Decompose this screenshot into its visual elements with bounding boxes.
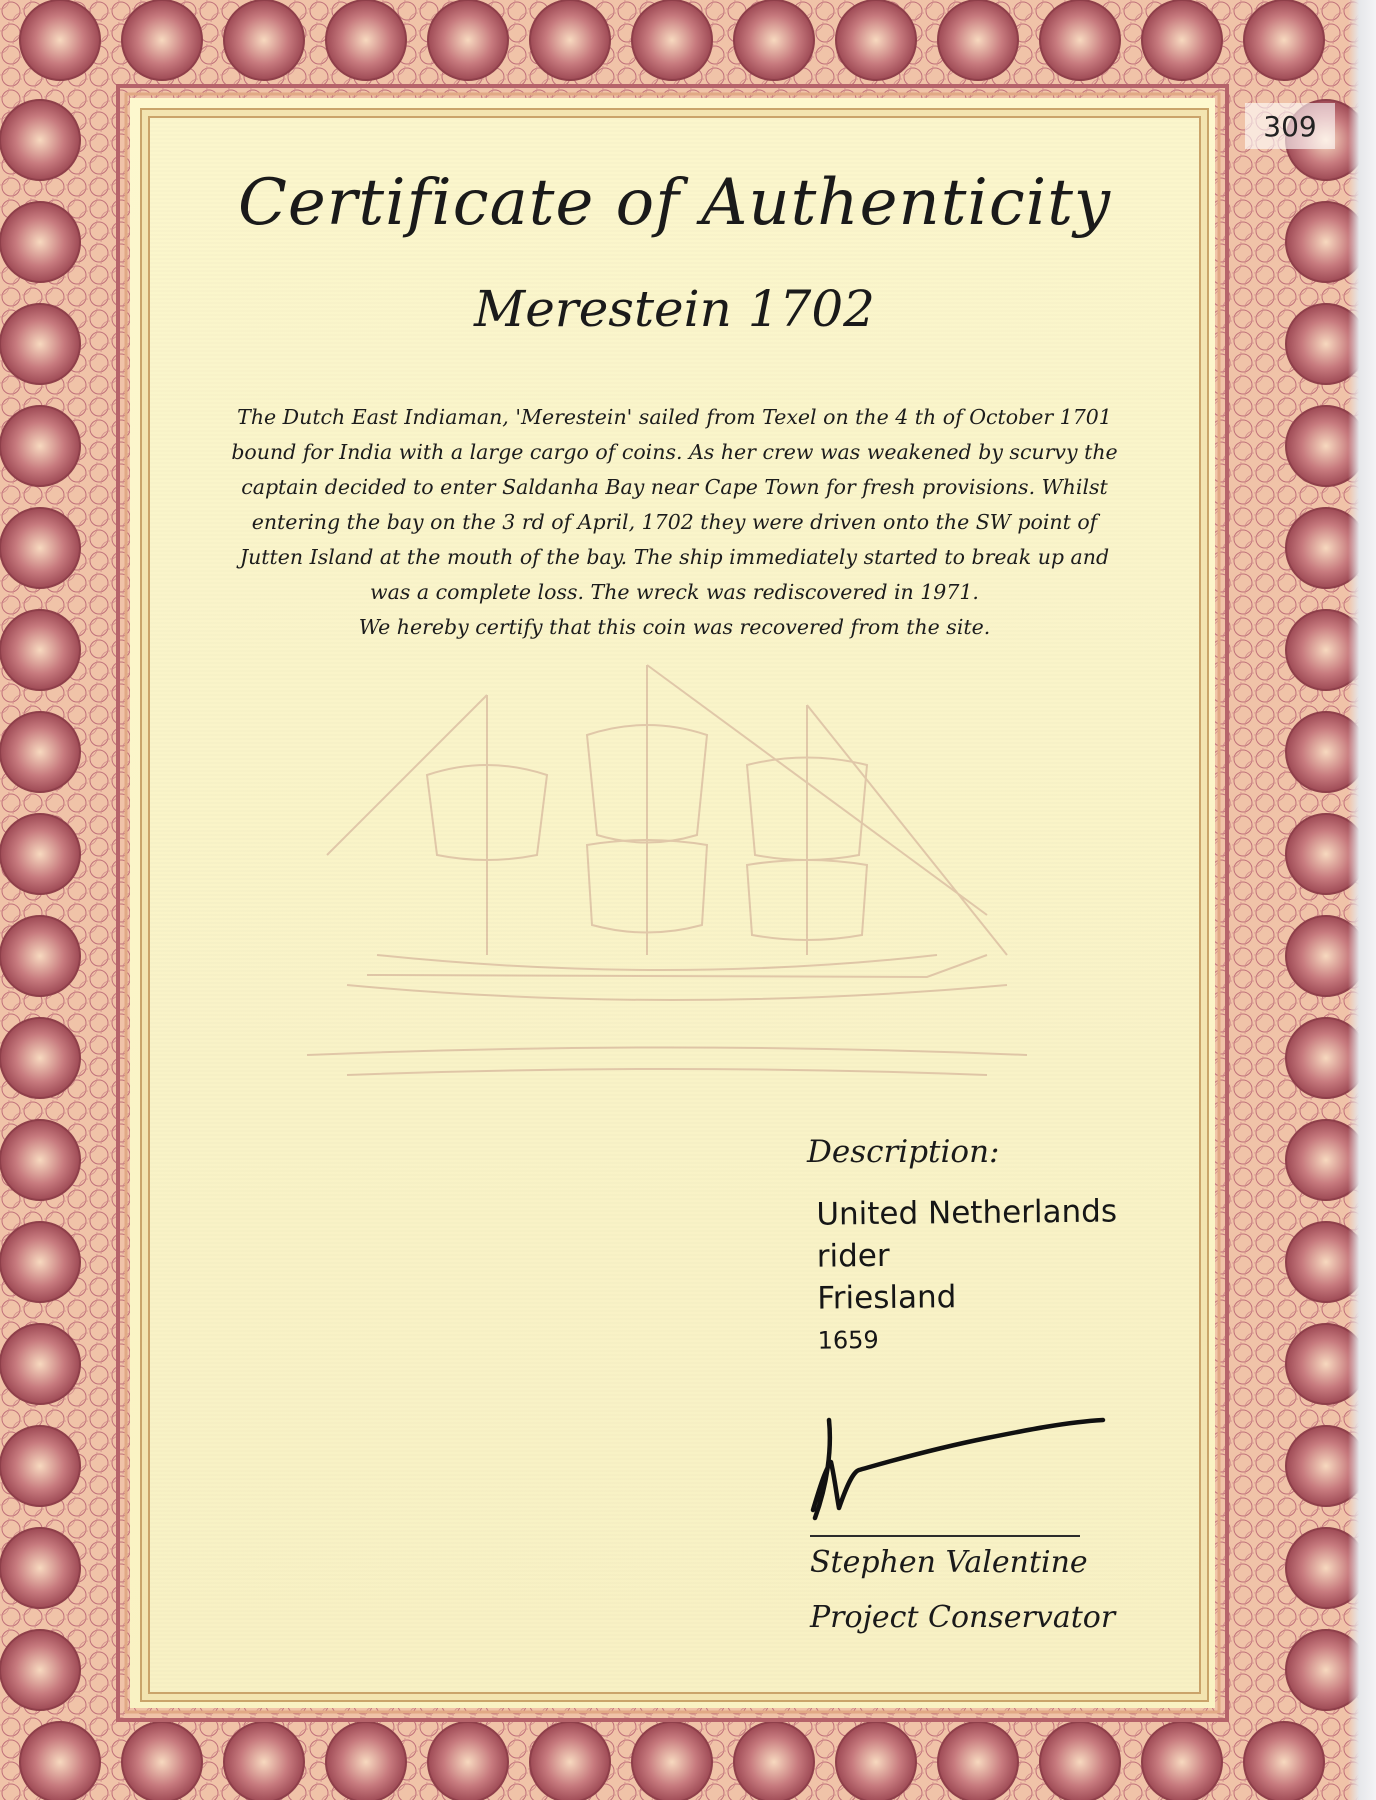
border-scallop — [632, 0, 712, 80]
border-scallop — [224, 0, 304, 80]
border-scallop — [0, 304, 80, 384]
border-scallop — [1142, 1722, 1222, 1800]
signature-mark — [807, 1410, 1107, 1525]
border-scallop — [1244, 0, 1324, 80]
border-scallop — [0, 916, 80, 996]
description-heading: Description: — [807, 1134, 1000, 1170]
border-scallop — [0, 814, 80, 894]
border-scallop — [1040, 1722, 1120, 1800]
certificate-subtitle: Merestein 1702 — [474, 280, 875, 338]
border-scallop — [0, 1222, 80, 1302]
border-scallop — [0, 1324, 80, 1404]
body-line: entering the bay on the 3 rd of April, 1702 they were driven onto the SW point of — [251, 510, 1098, 534]
border-scallop — [0, 610, 80, 690]
signature-line — [810, 1535, 1080, 1537]
description-line: 1659 — [817, 1325, 879, 1355]
border-scallop — [530, 1722, 610, 1800]
border-scallop — [224, 1722, 304, 1800]
signer-name: Stephen Valentine — [810, 1545, 1088, 1580]
border-scallop — [20, 1722, 100, 1800]
body-line: The Dutch East Indiaman, 'Merestein' sailed from Texel on the 4 th of October 1701 — [237, 405, 1112, 429]
border-scallop — [326, 1722, 406, 1800]
border-scallop — [530, 0, 610, 80]
body-line: Jutten Island at the mouth of the bay. The ship immediately started to break up and — [239, 545, 1110, 569]
border-scallop — [122, 0, 202, 80]
border-scallop — [0, 1018, 80, 1098]
border-scallop — [734, 0, 814, 80]
description-handwritten — [816, 1190, 1118, 1361]
certificate-title: Certificate of Authenticity — [237, 166, 1112, 240]
border-scallop — [938, 0, 1018, 80]
border-scallop — [428, 0, 508, 80]
border-scallop — [0, 1630, 80, 1710]
border-scallop — [836, 1722, 916, 1800]
border-scallop — [0, 712, 80, 792]
border-scallop — [122, 1722, 202, 1800]
body-line: We hereby certify that this coin was recovered from the site. — [358, 615, 991, 639]
border-scallop — [938, 1722, 1018, 1800]
border-scallop — [1244, 1722, 1324, 1800]
reference-number: 309 — [1245, 103, 1335, 149]
border-scallop — [0, 508, 80, 588]
signer-role: Project Conservator — [810, 1600, 1116, 1635]
body-line: bound for India with a large cargo of coins. As her crew was weakened by scurvy the — [231, 440, 1118, 464]
scan-edge — [1348, 0, 1376, 1800]
body-line: captain decided to enter Saldanha Bay near Cape Town for fresh provisions. Whilst — [241, 475, 1108, 499]
ship-illustration — [287, 655, 1047, 1095]
description-line: Friesland — [817, 1279, 957, 1317]
border-scallop — [428, 1722, 508, 1800]
body-line: was a complete loss. The wreck was rediscovered in 1971. — [370, 580, 979, 604]
border-scallop — [0, 406, 80, 486]
description-line: United Netherlands — [816, 1193, 1118, 1233]
border-scallop — [326, 0, 406, 80]
description-line: rider — [816, 1237, 890, 1275]
border-scallop — [0, 1120, 80, 1200]
certificate-body — [187, 400, 1162, 645]
border-scallop — [734, 1722, 814, 1800]
border-scallop — [836, 0, 916, 80]
border-scallop — [20, 0, 100, 80]
border-scallop — [0, 1426, 80, 1506]
border-scallop — [0, 202, 80, 282]
border-scallop — [0, 100, 80, 180]
certificate-panel — [140, 108, 1209, 1702]
border-scallop — [0, 1528, 80, 1608]
border-scallop — [1142, 0, 1222, 80]
border-scallop — [632, 1722, 712, 1800]
border-scallop — [1040, 0, 1120, 80]
